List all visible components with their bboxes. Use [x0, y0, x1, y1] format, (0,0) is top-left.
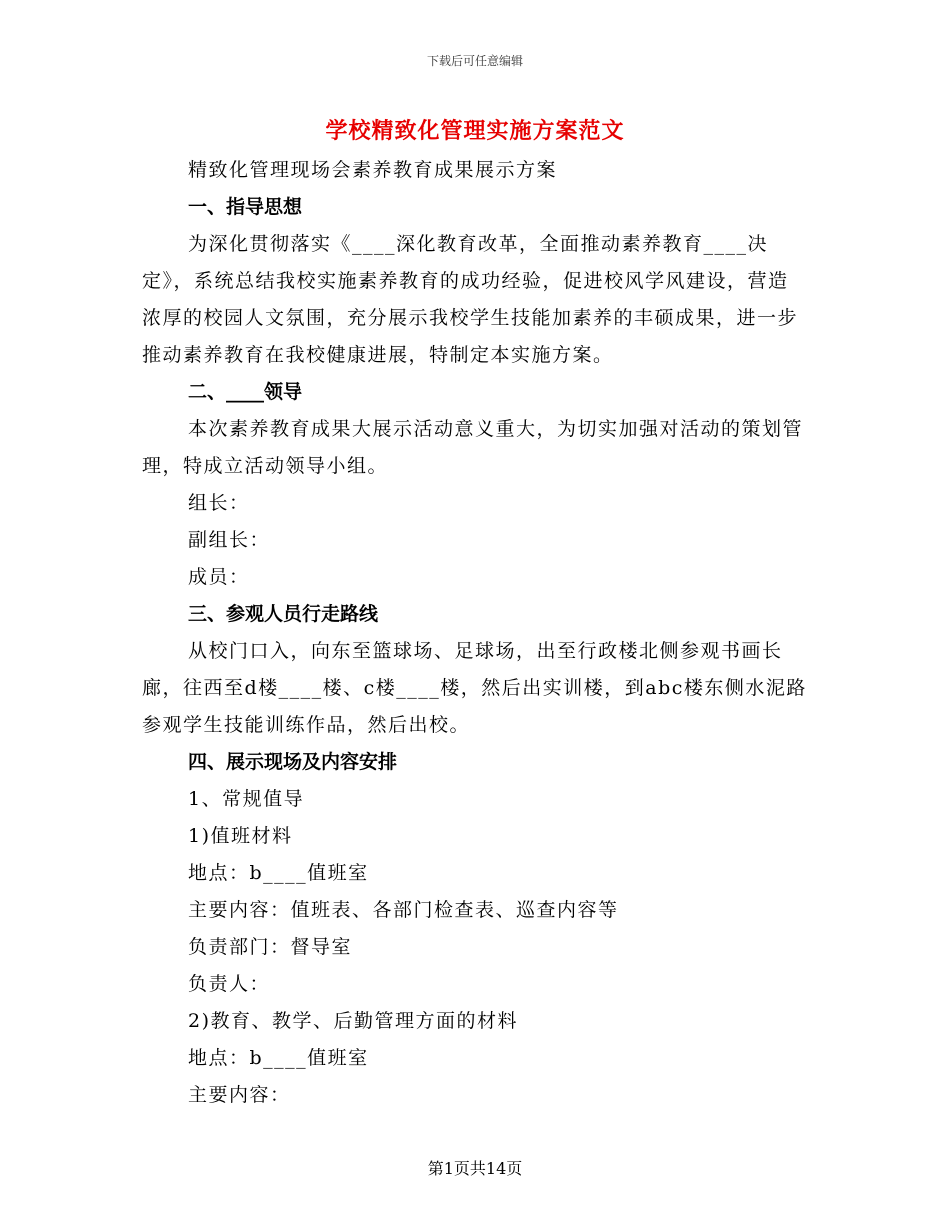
sub-1-person: 负责人：	[188, 973, 271, 995]
sub-1-location: 地点：b____值班室	[188, 862, 369, 884]
sub-2-location: 地点：b____值班室	[188, 1047, 369, 1069]
page-header: 下载后可任意编辑	[426, 54, 523, 68]
section-2-heading: 二、____领导	[188, 381, 303, 403]
sub-1-department: 负责部门：督导室	[188, 936, 353, 958]
sub-1-content: 主要内容：值班表、各部门检查表、巡查内容等	[188, 899, 619, 921]
section-2-paragraph: 本次素养教育成果大展示活动意义重大，为切实加强对活动的策划管理，特成立活动领导小组。	[142, 418, 804, 477]
section-1-paragraph: 为深化贯彻落实《____深化教育改革，全面推动素养教育____决定》，系统总结我校实施素养教育的成功经验，促进校风学风建设，营造浓厚的校园人文氛围，充分展示我校学生技能加素养的丰硕成果，进一步推动素养教育在我校健康进展，特制定本实施方案。	[142, 233, 799, 366]
members-line: 成员：	[188, 566, 250, 588]
section-3-paragraph: 从校门口入，向东至篮球场、足球场，出至行政楼北侧参观书画长廊，往西至d楼____楼、c楼____楼，然后出实训楼，到abc楼东侧水泥路参观学生技能训练作品，然后出校。	[142, 640, 807, 736]
sub-2-title: 2)教育、教学、后勤管理方面的材料	[188, 1010, 519, 1032]
section-3-heading: 三、参观人员行走路线	[188, 603, 379, 625]
document-title: 学校精致化管理实施方案范文	[325, 118, 625, 144]
section-4-heading: 四、展示现场及内容安排	[188, 751, 398, 773]
item-1: 1、常规值导	[188, 788, 305, 810]
sub-2-content: 主要内容：	[188, 1084, 291, 1106]
leader-line: 组长：	[188, 492, 250, 514]
sub-1-title: 1)值班材料	[188, 825, 293, 847]
deputy-leader-line: 副组长：	[188, 529, 271, 551]
document-subtitle: 精致化管理现场会素养教育成果展示方案	[188, 159, 558, 181]
page-footer: 第1页共14页	[427, 1159, 523, 1178]
section-1-heading: 一、指导思想	[188, 196, 303, 218]
document-body	[142, 152, 808, 1114]
